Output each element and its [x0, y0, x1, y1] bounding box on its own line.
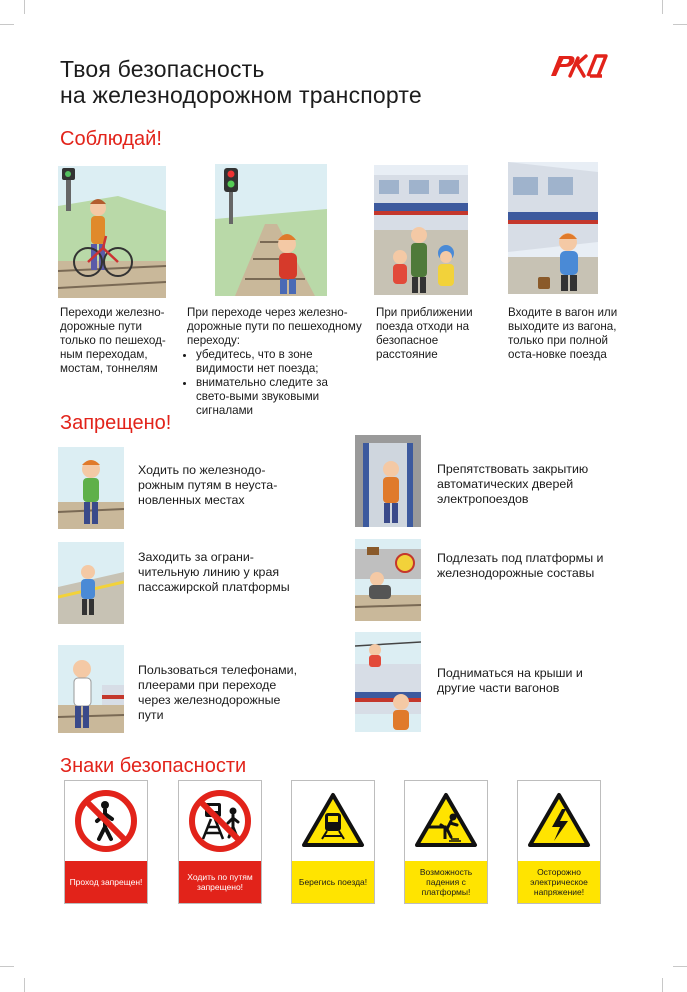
- illustration-climbing-on-roof: [355, 632, 421, 732]
- no-passage-icon: [65, 781, 147, 861]
- forbidden-text-6: Подниматься на крыши и другие части вагонов: [437, 666, 583, 695]
- sign-no-walking-on-tracks: [178, 780, 262, 904]
- sign-high-voltage: [517, 780, 601, 904]
- forbidden-text-5: Подлезать под платформы и железнодорожные составы: [437, 551, 604, 580]
- observe-caption-2-bullet: • внимательно следите за свето-выми звуковыми сигналами: [196, 376, 363, 418]
- illustration-bicycle-crossing: [58, 166, 166, 298]
- crop-mark: [24, 0, 25, 14]
- page-title: [60, 56, 422, 108]
- observe-caption-2-list: [187, 348, 363, 418]
- illustration-traffic-light-crossing: [215, 164, 327, 296]
- section-heading-observe: Соблюдай!: [60, 128, 162, 150]
- crop-mark: [673, 966, 687, 967]
- page-title-line2: на железнодорожном транспорте: [60, 82, 422, 108]
- crop-mark: [662, 0, 663, 14]
- observe-caption-1: Переходи железно-дорожные пути только по пешеход-ным переходам, мостам, тоннелям: [60, 306, 166, 375]
- illustration-phone-on-tracks: [58, 645, 124, 733]
- section-heading-signs: Знаки безопасности: [60, 755, 247, 777]
- sign-label: Берегись поезда!: [292, 861, 374, 903]
- crop-mark: [662, 978, 663, 992]
- sign-label: Ходить по путям запрещено!: [179, 861, 261, 903]
- sign-label: Возможность падения с платформы!: [405, 861, 487, 903]
- sign-label: Проход запрещен!: [65, 861, 147, 903]
- sign-beware-train: [291, 780, 375, 904]
- forbidden-text-3: Пользоваться телефонами, плеерами при переходе через железнодорожные пути: [138, 663, 298, 722]
- page-title-line1: Твоя безопасность: [60, 56, 265, 82]
- forbidden-text-1: Ходить по железнодо-рожным путям в неуста-новленных местах: [138, 463, 278, 507]
- forbidden-text-4: Препятствовать закрытию автоматических дверей электропоездов: [437, 462, 589, 506]
- observe-caption-2-bullet: • убедитесь, что в зоне видимости нет поезда;: [196, 348, 363, 376]
- observe-caption-3: При приближении поезда отходи на безопасное расстояние: [376, 306, 473, 361]
- observe-caption-2-text: При переходе через железно-дорожные пути по пешеходному переходу:: [187, 306, 362, 347]
- crop-mark: [24, 978, 25, 992]
- illustration-walking-on-tracks: [58, 447, 124, 529]
- sign-label: Осторожно электрическое напряжение!: [518, 861, 600, 903]
- crop-mark: [0, 966, 14, 967]
- illustration-children-near-train: [374, 165, 468, 295]
- section-heading-forbidden: Запрещено!: [60, 412, 172, 434]
- sign-platform-fall: [404, 780, 488, 904]
- observe-caption-4: Входите в вагон или выходите из вагона, только при полной оста-новке поезда: [508, 306, 618, 361]
- illustration-crawling-under-train: [355, 539, 421, 621]
- illustration-boarding-train: [508, 162, 598, 294]
- crop-mark: [0, 24, 14, 25]
- train-warning-icon: [292, 781, 374, 861]
- rzd-logo: [548, 52, 608, 78]
- high-voltage-icon: [518, 781, 600, 861]
- illustration-blocking-doors: [355, 435, 421, 527]
- forbidden-text-2: Заходить за ограни-чительную линию у края пассажирской платформы: [138, 550, 290, 594]
- sign-no-passage: [64, 780, 148, 904]
- illustration-platform-edge: [58, 542, 124, 624]
- no-walking-on-tracks-icon: [179, 781, 261, 861]
- observe-caption-2: [187, 306, 363, 418]
- falling-person-icon: [405, 781, 487, 861]
- crop-mark: [673, 24, 687, 25]
